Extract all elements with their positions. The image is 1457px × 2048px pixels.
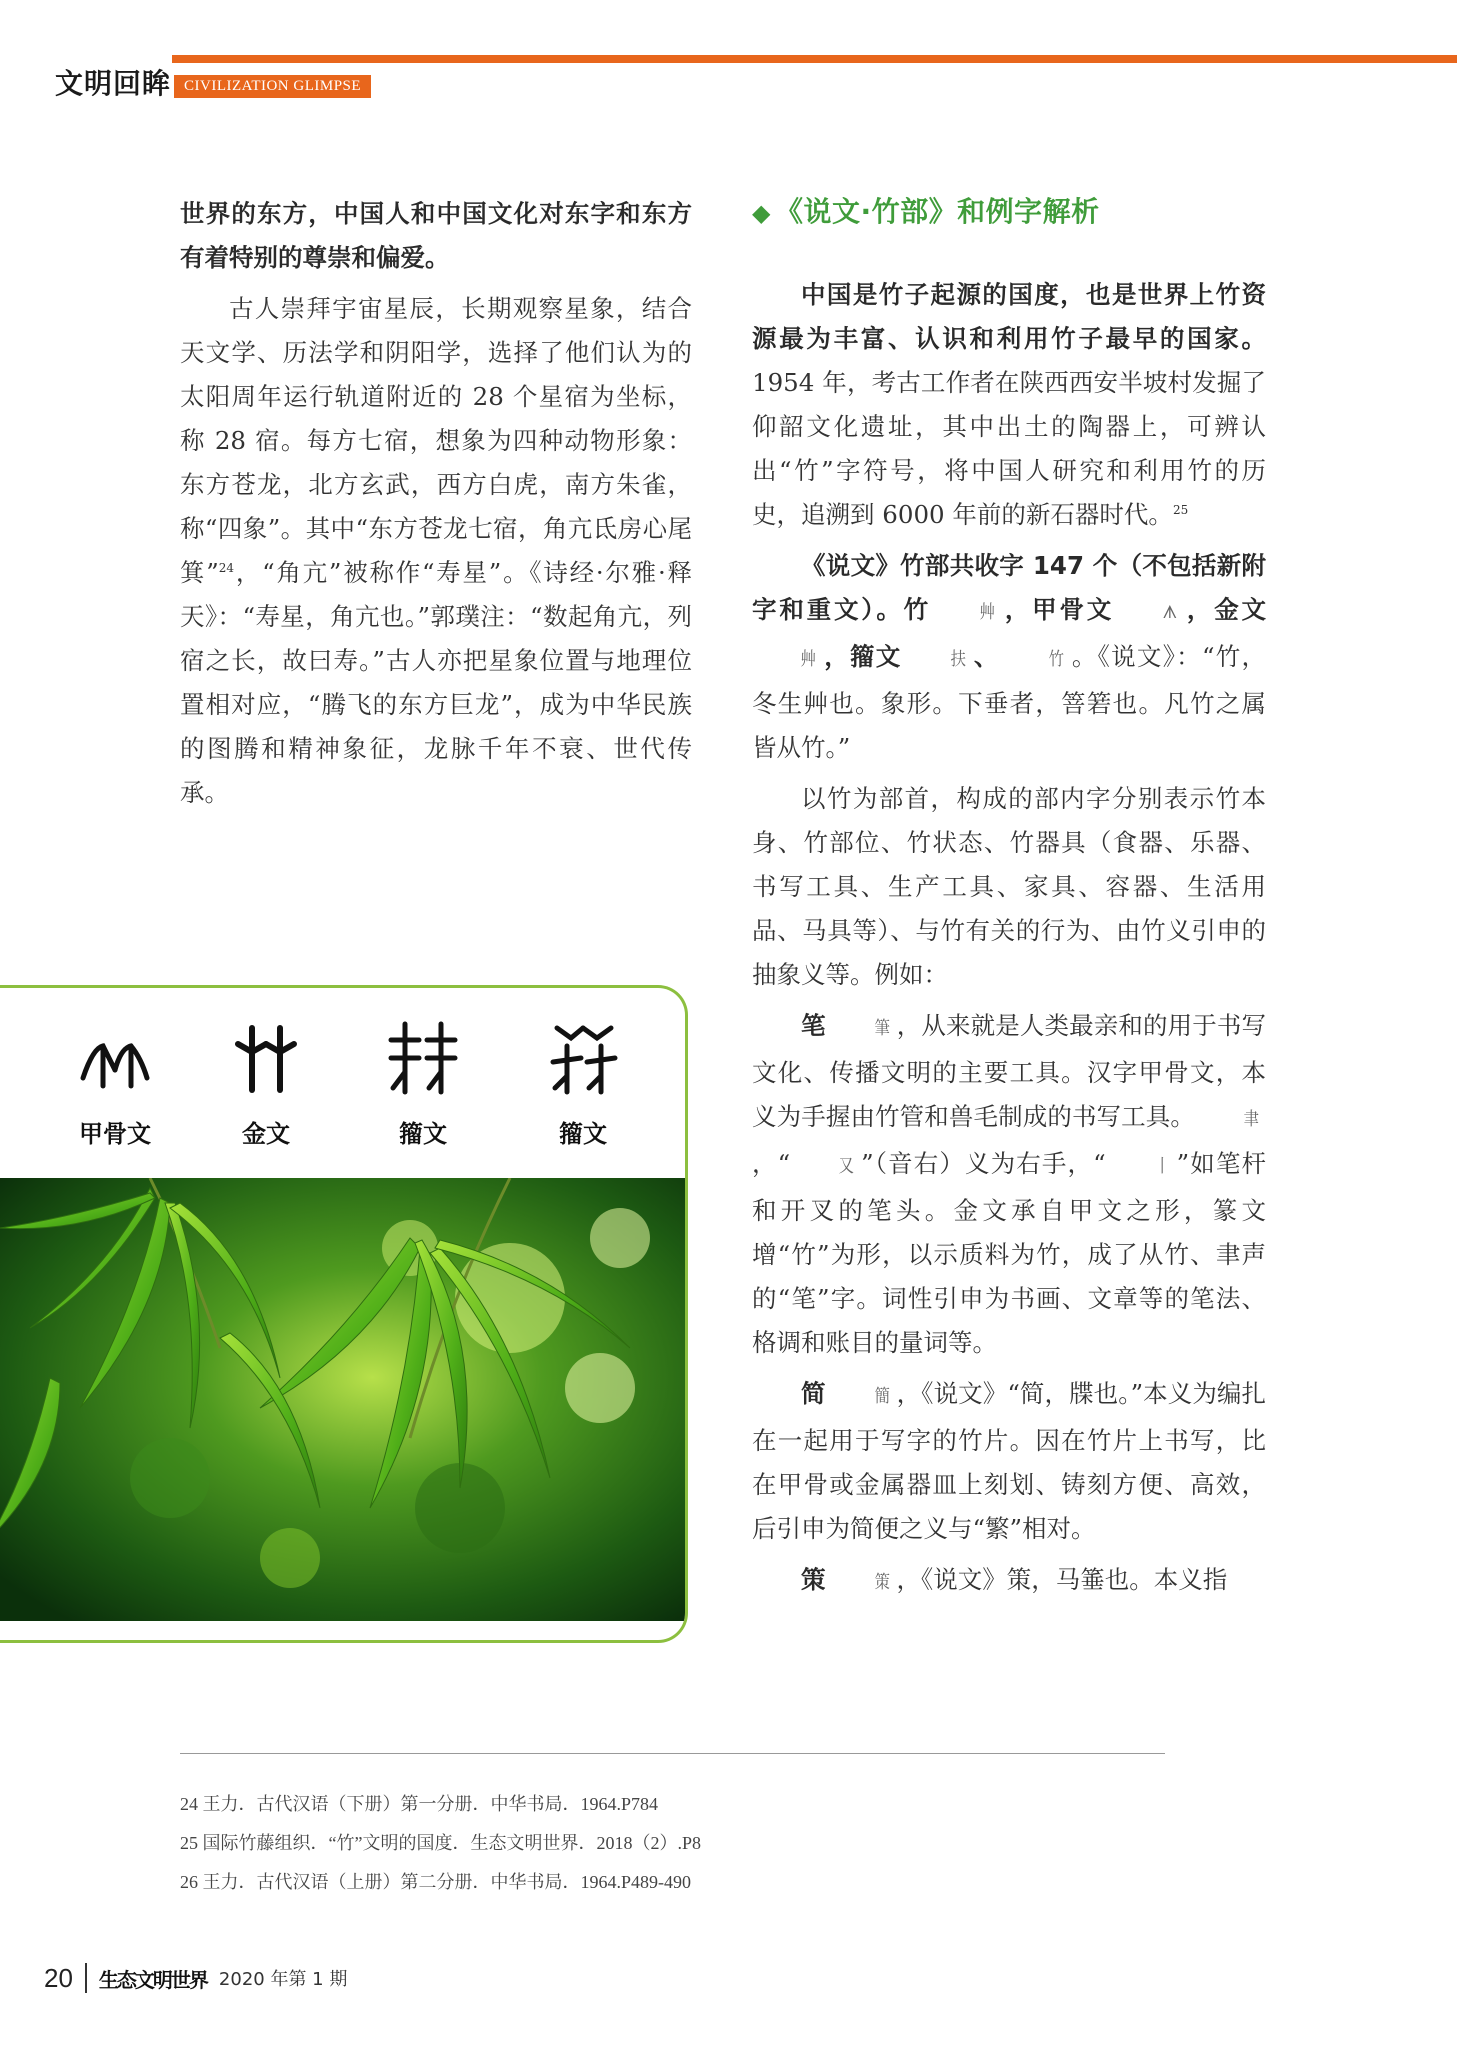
char-cell-oracle: [55, 1018, 175, 1149]
right_column-paragraph: [752, 544, 1266, 770]
text-run: ，籀文: [823, 642, 902, 671]
zhou-script-zhu-icon-1: [383, 1018, 463, 1098]
issue-label: 2020 年第 1 期: [218, 1969, 348, 1990]
footnote-25: 25 国际竹藤组织．“竹”文明的国度．生态文明世界．2018（2）.P8: [180, 1833, 701, 1853]
char-cell-zhou-1: [363, 1018, 483, 1149]
right-column-body: [752, 273, 1266, 1605]
right_column-paragraph: [752, 273, 1266, 537]
bamboo-leaves-photo: [0, 1178, 685, 1621]
char-cell-bronze: [206, 1018, 326, 1149]
label-oracle: 甲骨文: [79, 1120, 151, 1148]
header-rule: [172, 55, 1457, 63]
right_column-paragraph: [752, 1372, 1266, 1551]
text-run: 笔: [801, 1011, 826, 1040]
text-run: 世界的东方，中国人和中国文化对东字和东方有着特别的尊崇和偏爱。: [180, 199, 692, 272]
right-column: [752, 192, 1266, 1612]
seal-script-glyph: 竹: [1048, 649, 1064, 670]
char-cell-zhou-2: [523, 1018, 643, 1149]
text-run: ，甲骨文: [1002, 595, 1115, 624]
label-bronze: 金文: [242, 1120, 290, 1148]
seal-script-glyph: 聿: [1243, 1109, 1259, 1130]
text-run: 简: [801, 1379, 826, 1408]
text-run: 中国是竹子起源的国度，也是世界上竹资源最为丰富、认识和利用竹子最早的国家。: [752, 280, 1266, 353]
text-run: ，金文: [1184, 595, 1267, 624]
text-run: ”如笔杆和开叉的笔头。金文承自甲文之形，篆文增“竹”为形，以示质料为竹，成了从竹、聿声的“笔”字。词性引申为书画、文章等的笔法、格调和账目的量词等。: [752, 1149, 1266, 1357]
text-run: ，从来就是人类最亲和的用于书写文化、传播文明的主要工具。汉字甲骨文，本义为手握由竹管和兽毛制成的书写工具。: [752, 1011, 1266, 1131]
ancient-script-row: [0, 988, 685, 1178]
section-tag: CIVILIZATION GLIMPSE: [174, 75, 371, 98]
seal-script-glyph: 艸: [979, 602, 995, 623]
section-title: 文明回眸: [55, 67, 172, 100]
text-run: ”（音右）义为右手，“: [861, 1149, 1106, 1178]
footnote-24: 24 王力．古代汉语（下册）第一分册．中华书局．1964.P784: [180, 1794, 659, 1814]
bronze-zhu-icon: [226, 1018, 306, 1098]
section-heading: [752, 192, 1266, 233]
seal-script-glyph: 又: [838, 1156, 855, 1177]
seal-script-glyph: ᗑ: [1162, 602, 1178, 623]
footnotes: [180, 1785, 701, 1902]
text-run: ，《说文》策，马箠也。本义指: [896, 1565, 1228, 1594]
oracle-bone-zhu-icon: [75, 1018, 155, 1098]
right_column-paragraph: [752, 1004, 1266, 1365]
text-run: 。《说文》：“竹，冬生艸也。象形。下垂者，箁箬也。凡竹之属皆从竹。”: [752, 642, 1266, 762]
page-folio: [44, 1960, 347, 1996]
label-zhou-2: 籀文: [559, 1120, 607, 1148]
diamond-bullet-icon: ◆: [752, 199, 771, 227]
footnote-ref: 24: [218, 560, 235, 575]
text-run: ，“: [752, 1149, 791, 1178]
left_column-paragraph: [180, 192, 692, 280]
text-run: 1954 年，考古工作者在陕西西安半坡村发掘了仰韶文化遗址，其中出土的陶器上，可辨认出“竹”字符号，将中国人研究和利用竹的历史，追溯到 6000 年前的新石器时代。: [752, 368, 1266, 529]
section-heading-text: 《说文·竹部》和例字解析: [774, 195, 1100, 228]
text-run: ，“角亢”被称作“寿星”。《诗经·尔雅·释天》：“寿星，角亢也。”郭璞注：“数起角亢，列宿之长，故曰寿。”古人亦把星象位置与地理位置相对应，“腾飞的东方巨龙”，成为中华民族的图腾和精神象征，龙脉千年不衰、世代传承。: [180, 558, 692, 807]
seal-script-glyph: 簡: [874, 1386, 890, 1407]
seal-script-glyph: 丨: [1154, 1156, 1170, 1177]
text-run: 、: [972, 642, 1000, 671]
footnote-ref: 25: [1172, 502, 1189, 517]
left_column-paragraph: [180, 287, 692, 815]
text-run: 《说文》竹部共收字 147 个（不包括新附字和重文）。竹: [752, 551, 1266, 624]
right_column-paragraph: [752, 1558, 1266, 1605]
text-run: 策: [801, 1565, 826, 1594]
label-zhou-1: 籀文: [399, 1120, 447, 1148]
script-evolution-figure: [0, 985, 688, 1643]
text-run: 以竹为部首，构成的部内字分别表示竹本身、竹部位、竹状态、竹器具（食器、乐器、书写工具、生产工具、家具、容器、生活用品、马具等）、与竹有关的行为、由竹义引申的抽象义等。例如：: [752, 784, 1266, 989]
folio-divider: [85, 1963, 87, 1993]
seal-script-glyph: 扶: [950, 649, 966, 670]
right_column-paragraph: [752, 777, 1266, 997]
text-run: 古人崇拜宇宙星辰，长期观察星象，结合天文学、历法学和阴阳学，选择了他们认为的太阳周年运行轨道附近的 28 个星宿为坐标，称 28 宿。每方七宿，想象为四种动物形象：东方苍龙，北方玄武，西方白虎，南方朱雀，称“四象”。其中“东方苍龙七宿，角亢氐房心尾箕”: [180, 294, 692, 587]
text-run: ，《说文》“简，牒也。”本义为编扎在一起用于写字的竹片。因在竹片上书写，比在甲骨或金属器皿上刻划、铸刻方便、高效，后引申为简便之义与“繁”相对。: [752, 1379, 1267, 1543]
left-column: [180, 192, 692, 822]
seal-script-glyph: 筆: [874, 1018, 890, 1039]
magazine-logo: 生态文明世界: [98, 1967, 207, 1992]
zhou-script-zhu-icon-2: [543, 1018, 623, 1098]
footnote-26: 26 王力．古代汉语（上册）第二分册．中华书局．1964.P489-490: [180, 1872, 692, 1892]
page-number: 20: [44, 1962, 73, 1993]
seal-script-glyph: 艸: [800, 649, 816, 670]
seal-script-glyph: 策: [874, 1572, 890, 1593]
footnote-rule: [180, 1753, 1165, 1754]
